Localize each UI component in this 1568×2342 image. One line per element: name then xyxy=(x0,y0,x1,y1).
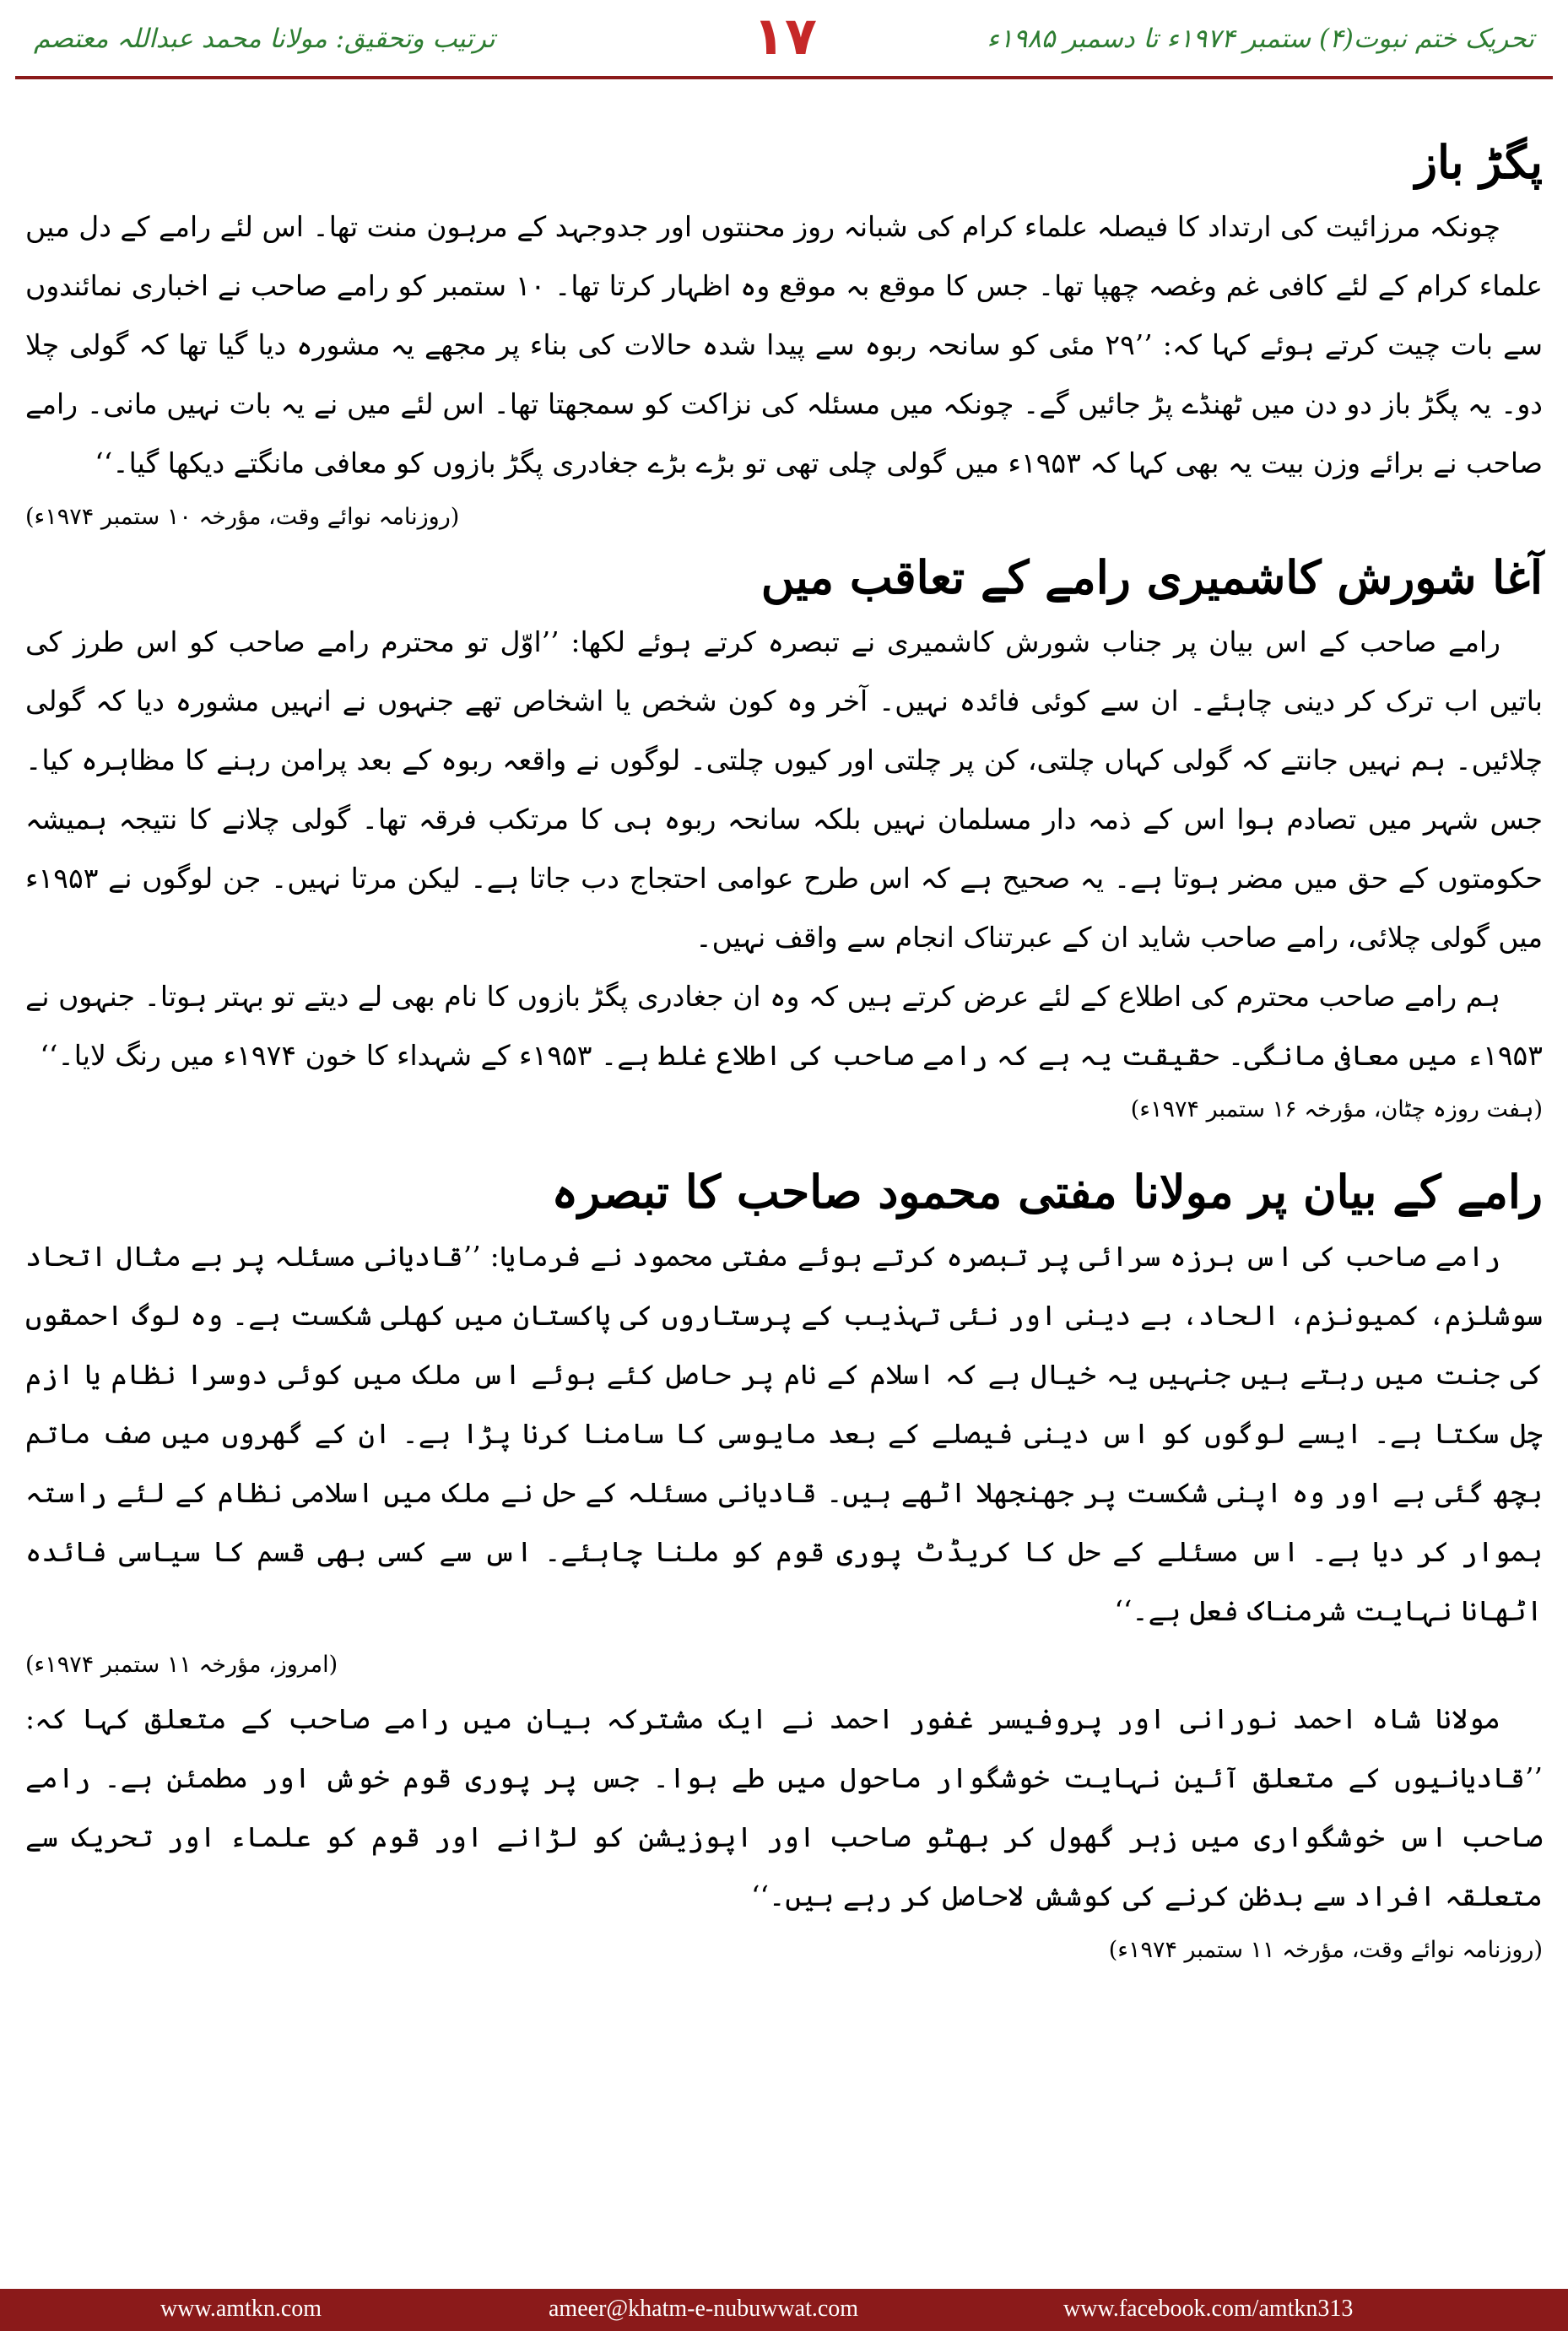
spacer xyxy=(25,1134,1543,1156)
article-body xyxy=(25,127,1543,1975)
book-title: تحریک ختم نبوت(۴) ستمبر ۱۹۷۴ء تا دسمبر ۱۹۸۵ء xyxy=(987,24,1534,54)
section-paragraph: چونکہ مرزائیت کی ارتداد کا فیصلہ علماء کرام کی شبانہ روز محنتوں اور جدوجہد کے مرہون منت تھا۔ اس لئے رامے کے دل میں علماء کرام کے لئے کافی غم وغصہ چھپا تھا۔ جس کا موقع بہ موقع وہ اظہار کرتا تھا۔ ۱۰ ستمبر کو رامے صاحب نے اخباری نمائندوں سے بات چیت کرتے ہوئے کہا کہ: ’’۲۹ مئی کو سانحہ ربوہ سے پیدا شدہ حالات کی بناء پر مجھے یہ مشورہ دیا گیا تھا کہ گولی چلا دو۔ یہ پگڑ باز دو دن میں ٹھنڈے پڑ جائیں گے۔ چونکہ میں مسئلہ کی نزاکت کو سمجھتا تھا۔ اس لئے میں نے یہ بات نہیں مانی۔ رامے صاحب نے برائے وزن بیت یہ بھی کہا کہ ۱۹۵۳ء میں گولی چلی تھی تو بڑے بڑے جغادری پگڑ بازوں کو معافی مانگتے دیکھا گیا۔‘‘ xyxy=(25,210,1544,479)
header-divider xyxy=(15,76,1553,79)
page-header xyxy=(0,0,1568,69)
section-paragraph: مولانا شاہ احمد نورانی اور پروفیسر غفور احمد نے ایک مشترکہ بیان میں رامے صاحب کے متعلق کہا کہ: ’’قادیانیوں کے متعلق آئین نہایت خوشگوار ماحول میں طے ہوا۔ جس پر پوری قوم خوش اور مطمئن ہے۔ رامے صاحب اس خوشگواری میں زہر گھول کر بھٹو صاحب اور اپوزیشن کو لڑانے اور قوم کو علماء اور تحریک سے متعلقہ افراد سے بدظن کرنے کی کوشش لاحاصل کر رہے ہیں۔‘‘ xyxy=(25,1702,1543,1912)
page-footer xyxy=(0,2289,1568,2331)
footer-email-link[interactable]: ameer@khatm-e-nubuwwat.com xyxy=(549,2296,859,2322)
footer-website-link[interactable]: www.amtkn.com xyxy=(160,2296,322,2322)
source-citation: (امروز، مؤرخہ ۱۱ ستمبر ۱۹۷۴ء) xyxy=(25,1652,338,1678)
section-heading-mufti-mahmood: رامے کے بیان پر مولانا مفتی محمود صاحب کا تبصرہ xyxy=(551,1165,1543,1219)
section-paragraph: رامے صاحب کی اس ہرزہ سرائی پر تبصرہ کرتے ہوئے مفتی محمود نے فرمایا: ’’قادیانی مسئلہ پر بے مثال اتحاد سوشلزم، کمیونزم، الحاد، بے دینی اور نئی تہذیب کے پرستاروں کی پاکستان میں کھلی شکست ہے۔ وہ لوگ احمقوں کی جنت میں رہتے ہیں جنہیں یہ خیال ہے کہ اسلام کے نام پر حاصل کئے ہوئے اس ملک میں کوئی دوسرا نظام یا ازم چل سکتا ہے۔ ایسے لوگوں کو اس دینی فیصلے کے بعد مایوسی کا سامنا کرنا پڑا ہے۔ ان کے گھروں میں صف ماتم بچھ گئی ہے اور وہ اپنی شکست پر جھنجھلا اٹھے ہیں۔ قادیانی مسئلہ کے حل نے ملک میں اسلامی نظام کے لئے راستہ ہموار کر دیا ہے۔ اس مسئلے کے حل کا کریڈٹ پوری قوم کو ملنا چاہئے۔ اس سے کسی بھی قسم کا سیاسی فائدہ اٹھانا نہایت شرمناک فعل ہے۔‘‘ xyxy=(25,1240,1543,1627)
section-paragraph: رامے صاحب کے اس بیان پر جناب شورش کاشمیری نے تبصرہ کرتے ہوئے لکھا: ’’اوّل تو محترم رامے صاحب کو اس طرز کی باتیں اب ترک کر دینی چاہئے۔ ان سے کوئی فائدہ نہیں۔ آخر وہ کون شخص یا اشخاص تھے جنہوں نے انہیں مشورہ دیا کہ گولی چلائیں۔ ہم نہیں جانتے کہ گولی کہاں چلتی، کن پر چلتی اور کیوں چلتی۔ لوگوں نے واقعہ ربوہ کے بعد پرامن رہنے کا مظاہرہ کیا۔ جس شہر میں تصادم ہوا اس کے ذمہ دار مسلمان نہیں بلکہ سانحہ ربوہ ہی کا مرتکب فرقہ تھا۔ گولی چلانے کا نتیجہ ہمیشہ حکومتوں کے حق میں مضر ہوتا ہے۔ یہ صحیح ہے کہ اس طرح عوامی احتجاج دب جاتا ہے۔ لیکن مرتا نہیں۔ جن لوگوں نے ۱۹۵۳ء میں گولی چلائی، رامے صاحب شاید ان کے عبرتناک انجام سے واقف نہیں۔ xyxy=(25,625,1543,954)
section-heading-shorish: آغا شورش کاشمیری رامے کے تعاقب میں xyxy=(760,550,1543,604)
source-citation: (روزنامہ نوائے وقت، مؤرخہ ۱۰ ستمبر ۱۹۷۴ء) xyxy=(25,504,460,530)
page-number: ۱۷ xyxy=(753,5,817,67)
source-citation: (روزنامہ نوائے وقت، مؤرخہ ۱۱ ستمبر ۱۹۷۴ء) xyxy=(1108,1937,1543,1963)
source-citation: (ہفت روزہ چٹان، مؤرخہ ۱۶ ستمبر ۱۹۷۴ء) xyxy=(1130,1096,1543,1122)
compiler-credit: ترتیب وتحقیق: مولانا محمد عبداللہ معتصم xyxy=(34,24,495,54)
section-heading-pagarbaz: پگڑ باز xyxy=(1414,135,1543,189)
section-paragraph: ہم رامے صاحب محترم کی اطلاع کے لئے عرض کرتے ہیں کہ وہ ان جغادری پگڑ بازوں کا نام بھی لے دیتے تو بہتر ہوتا۔ جنہوں نے ۱۹۵۳ء میں معافی مانگی۔ حقیقت یہ ہے کہ رامے صاحب کی اطلاع غلط ہے۔ ۱۹۵۳ء کے شہداء کا خون ۱۹۷۴ء میں رنگ لایا۔‘‘ xyxy=(25,980,1543,1072)
footer-facebook-link[interactable]: www.facebook.com/amtkn313 xyxy=(1063,2296,1354,2322)
